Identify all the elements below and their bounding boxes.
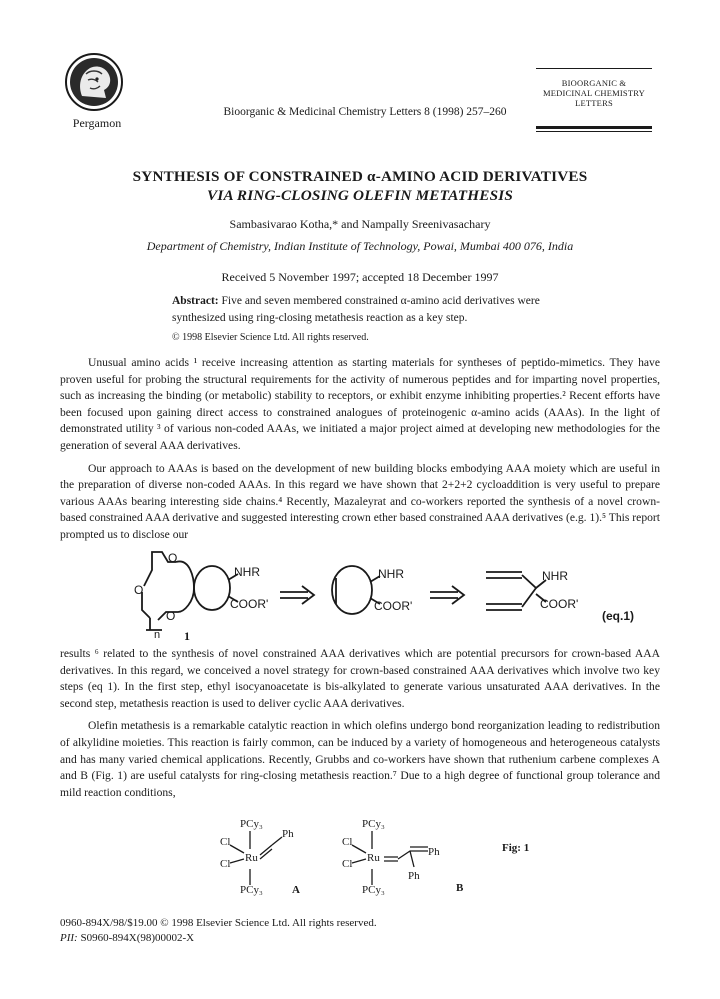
allyl-chain-upper (486, 572, 522, 578)
received-dates: Received 5 November 1997; accepted 18 December 1997 (221, 270, 499, 284)
oxygen-label: O (134, 583, 144, 597)
coor-label: COOR' (374, 599, 413, 613)
paragraph-1: Unusual amino acids ¹ receive increasing attention as starting materials for syntheses of peptido-mimetics. They have proven useful for probing the structural requirements for the activity of numerous peptides and for imparting novel properties, such as increasing the binding (or metabolic) stability to receptors, or exhibit enzyme inhibiting properties.² Recent efforts have been focused upon gaining direct access to constrained analogues of proteinogenic α-amino acids (AAAs). In the light of demonstrated utility ³ of various non-coded AAAs, we initiated a major project aimed at developing new methodologies for the generation of several AAA derivatives. (60, 356, 660, 452)
cl-bonds-b (352, 845, 366, 863)
pcy3-label: PCy₃ (240, 818, 263, 830)
article-title-line-2-text: VIA RING-CLOSING OLEFIN METATHESIS (207, 187, 513, 204)
ph-label: Ph (408, 870, 420, 882)
article-title-line-2 (60, 187, 660, 205)
ph-label: Ph (428, 846, 440, 858)
journal-masthead-line: MEDICINAL CHEMISTRY (543, 88, 645, 98)
journal-masthead (536, 78, 652, 108)
cl-label: Cl (220, 858, 231, 870)
header-rule-top (536, 68, 652, 69)
paragraph-2: Our approach to AAAs is based on the development of new building blocks embodying AAA moiety which are useful in the preparation of diverse non-coded AAAs. In this regard we have shown that 2+2+2 cycloaddition is very useful to prepare various AAAs bearing interesting side chains.⁴ Recently, Mazaleyrat and co-workers reported the synthesis of a novel crown-based constrained AAA derivative and suggested interesting crown ether based constrained AAA derivatives (e.g. 1).⁵ This report prompted us to disclose our (60, 461, 660, 541)
crown-ring-arc (176, 561, 194, 612)
retrosynthesis-arrow-1 (280, 586, 314, 604)
ru-carbene-b (384, 857, 398, 861)
figure-1-catalysts (200, 815, 560, 897)
oxygen-label: O (166, 609, 176, 623)
nhr-label: NHR (378, 567, 404, 581)
authors: Sambasivarao Kotha,* and Nampally Sreenivasachary (229, 217, 491, 231)
ph-bond-a (272, 837, 282, 845)
nhr-label: NHR (542, 569, 568, 583)
retrosynthesis-arrow-2 (430, 586, 464, 604)
coor-label: COOR' (540, 597, 579, 611)
allyl-chain-lower (486, 604, 522, 610)
ru-label: Ru (245, 852, 258, 864)
quaternary-center (522, 575, 536, 607)
footer-issn: 0960-894X/98/$19.00 © 1998 Elsevier Science Ltd. All rights reserved. (60, 917, 377, 929)
crown-chain-left (144, 562, 152, 586)
ph-label: Ph (282, 828, 294, 840)
abstract-copyright: © 1998 Elsevier Science Ltd. All rights reserved. (172, 332, 369, 343)
paragraph-3: results ⁶ related to the synthesis of novel constrained AAA derivatives which are potential precursors for crown-based AAA derivatives. In this regard, we conceived a novel strategy for crown-based constrained AAA derivatives which involve two key steps (eq 1). In the first step, ethyl isocyanoacetate is bis-alkylated to generate various unsaturated AAA derivatives. In the second step, metathesis reaction is used to deliver cyclic AAA derivatives. (60, 647, 660, 710)
footer-pii-value: S0960-894X(98)00002-X (80, 932, 195, 944)
nhr-label: NHR (234, 565, 260, 579)
header-rule-bottom (536, 126, 652, 129)
pcy3-label: PCy₃ (240, 884, 263, 896)
journal-citation: Bioorganic & Medicinal Chemistry Letters 8 (1998) 257–260 (223, 106, 507, 118)
paragraph-4: Olefin metathesis is a remarkable catalytic reaction in which olefins undergo bond reorganization leading to redistribution of alkylidine moieties. This reaction is fairly common, can be induced by a variety of homogeneous and heterogeneous catalysts and has many varied chemical applications. Recently, Grubbs and co-workers have shown that ruthenium carbene complexes A and B (Fig. 1) are useful catalysts for ring-closing metathesis reaction.⁷ Due to a high degree of functional group tolerance and mild reaction conditions, (60, 719, 660, 799)
ring-2 (332, 566, 372, 614)
footer-pii-label: PII: (60, 932, 78, 944)
pcy3-label: PCy₃ (362, 884, 385, 896)
affiliation: Department of Chemistry, Indian Institute of Technology, Powai, Mumbai 400 076, India (146, 239, 574, 253)
ru-carbene-a (260, 845, 272, 859)
footer-pii (60, 932, 194, 944)
compound-number: 1 (184, 629, 190, 643)
cl-label: Cl (220, 836, 231, 848)
figure-caption: Fig: 1 (502, 842, 530, 854)
repeat-n-label: n (154, 629, 161, 641)
oxygen-label: O (168, 551, 178, 565)
ph-bond-b (410, 851, 414, 867)
ring-1 (194, 566, 230, 610)
body-section-1 (60, 355, 660, 544)
abstract-text: Five and seven membered constrained α-amino acid derivatives were synthesized using ring-closing metathesis reaction as a key step. (172, 295, 540, 324)
journal-masthead-line: LETTERS (575, 98, 613, 108)
cl-label: Cl (342, 836, 353, 848)
header-rule-bottom-2 (536, 131, 652, 132)
journal-masthead-line: BIOORGANIC & (561, 78, 627, 88)
equation-label: (eq.1) (602, 609, 635, 623)
abstract (172, 293, 592, 327)
abstract-label: Abstract: (172, 295, 219, 307)
publisher-name: Pergamon (72, 116, 122, 130)
pcy3-label: PCy₃ (362, 818, 385, 830)
catalyst-a-label: A (292, 884, 300, 896)
publisher-logo (64, 52, 124, 112)
article-title-line-1: SYNTHESIS OF CONSTRAINED α-AMINO ACID DERIVATIVES (132, 168, 588, 185)
cl-bonds-a (230, 845, 244, 863)
cl-label: Cl (342, 858, 353, 870)
reaction-scheme-eq1 (130, 548, 650, 643)
vinyl-carbene-b (398, 847, 428, 859)
ru-label: Ru (367, 852, 380, 864)
coor-label: COOR' (230, 597, 269, 611)
body-section-2 (60, 646, 660, 801)
catalyst-b-label: B (456, 882, 464, 894)
